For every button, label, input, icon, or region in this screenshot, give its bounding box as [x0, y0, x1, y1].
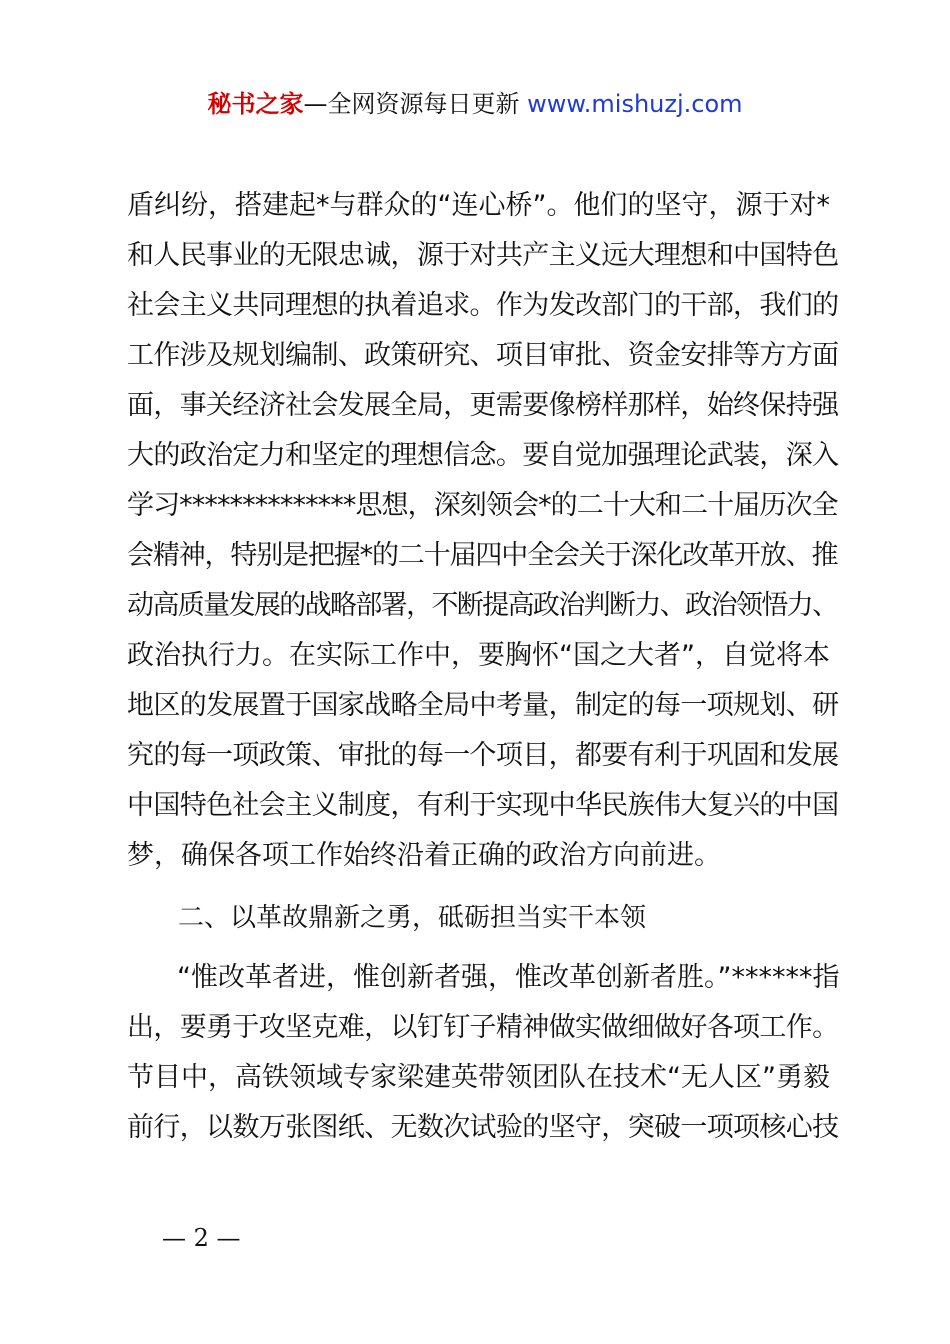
header-tagline: —全网资源每日更新 — [303, 90, 528, 118]
text-line: 动高质量发展的战略部署，不断提高政治判断力、政治领悟力、 — [127, 590, 838, 621]
page-number: — 2 — — [162, 1224, 241, 1252]
text-line: 地区的发展置于国家战略全局中考量，制定的每一项规划、研 — [127, 690, 839, 721]
text-line: 中国特色社会主义制度，有利于实现中华民族伟大复兴的中国 — [127, 790, 839, 821]
text-line: 工作涉及规划编制、政策研究、项目审批、资金安排等方方面 — [127, 340, 839, 371]
text-line: 学习**************思想，深刻领会*的二十大和二十届历次全 — [127, 490, 838, 521]
text-line: 会精神，特别是把握*的二十届四中全会关于深化改革开放、推 — [127, 540, 838, 571]
text-line: 梦，确保各项工作始终沿着正确的政治方向前进。 — [127, 840, 721, 871]
text-line: 面，事关经济社会发展全局，更需要像榜样那样，始终保持强 — [127, 390, 839, 421]
text-line: 节目中，高铁领域专家梁建英带领团队在技术“无人区”勇毅 — [127, 1062, 830, 1093]
text-line: “惟改革者进，惟创新者强，惟改革创新者胜。”******指 — [177, 962, 840, 993]
text-line: 盾纠纷，搭建起*与群众的“连心桥”。他们的坚守，源于对* — [127, 190, 830, 221]
header-url[interactable]: www.mishuzj.com — [527, 90, 743, 118]
text-line: 究的每一项政策、审批的每一个项目，都要有利于巩固和发展 — [127, 740, 839, 771]
paragraph-1 — [127, 181, 839, 881]
text-line: 社会主义共同理想的执着追求。作为发改部门的干部，我们的 — [127, 290, 839, 321]
text-line: 和人民事业的无限忠诚，源于对共产主义远大理想和中国特色 — [127, 240, 839, 271]
section-heading: 二、以革故鼎新之勇，砥砺担当实干本领 — [178, 903, 647, 933]
text-line: 前行，以数万张图纸、无数次试验的坚守，突破一项项核心技 — [127, 1112, 839, 1143]
text-line: 出，要勇于攻坚克难，以钉钉子精神做实做细做好各项工作。 — [127, 1012, 839, 1043]
page-header — [0, 86, 950, 122]
brand-name: 秘书之家 — [207, 90, 304, 118]
paragraph-2 — [127, 953, 839, 1153]
text-line: 大的政治定力和坚定的理想信念。要自觉加强理论武装，深入 — [127, 440, 839, 471]
text-line: 政治执行力。在实际工作中，要胸怀“国之大者”，自觉将本 — [127, 640, 830, 671]
